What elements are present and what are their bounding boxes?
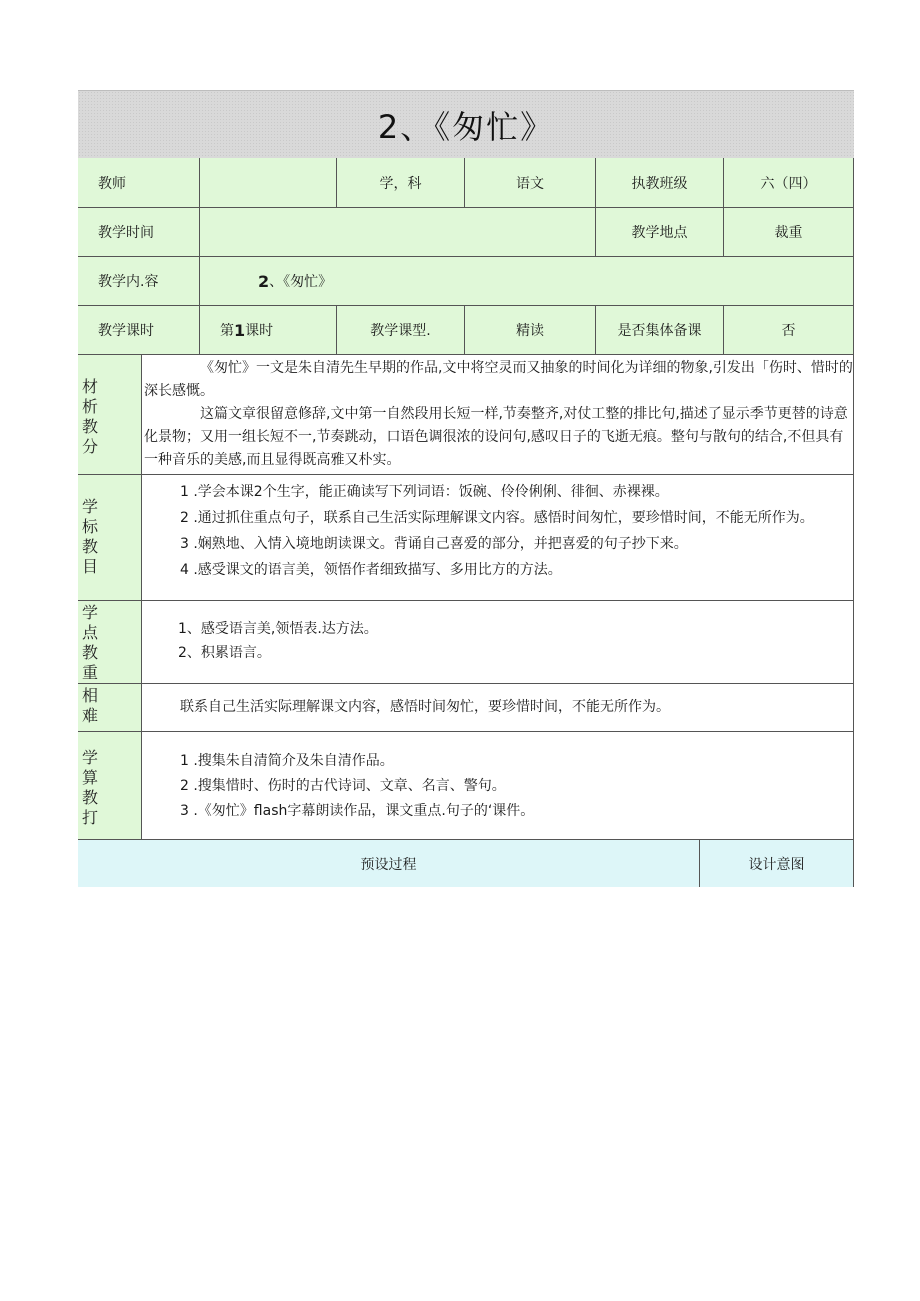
goals-label <box>78 475 142 601</box>
label-char: 难 <box>82 706 99 725</box>
label-char: 学 <box>82 748 99 767</box>
content-number: 2 <box>258 271 270 291</box>
hours-number: 1 <box>234 320 246 340</box>
subject-label: 学，科 <box>337 158 465 208</box>
page-title: 2、《匆忙》 <box>377 108 555 146</box>
group-value: 否 <box>724 306 854 355</box>
label-char: 材 <box>82 377 99 396</box>
hours-prefix: 第 <box>220 323 234 339</box>
intent-header: 设计意图 <box>700 840 854 887</box>
group-label: 是否集体备课 <box>596 306 724 355</box>
class-label: 执教班级 <box>596 158 724 208</box>
teacher-label: 教师 <box>78 158 200 208</box>
goal-3: 3 .娴熟地、入情入境地朗读课文。背诵自己喜爱的部分，并把喜爱的句子抄下来。 <box>180 536 688 552</box>
label-char: 教 <box>82 643 99 662</box>
label-char: 标 <box>82 517 99 536</box>
goal-2: 2 .通过抓住重点句子，联系自己生活实际理解课文内容。感悟时间匆忙，要珍惜时间，不能无所作为。 <box>180 510 814 526</box>
place-value: 裁重 <box>724 208 854 257</box>
place-label: 教学地点 <box>596 208 724 257</box>
content-value <box>200 257 854 306</box>
preparation-label <box>78 732 142 840</box>
key-point-2: 2、积累语言。 <box>178 645 271 661</box>
type-value: 精读 <box>465 306 596 355</box>
label-char: 点 <box>82 623 99 642</box>
class-value: 六（四） <box>724 158 854 208</box>
goal-4: 4 .感受课文的语言美，领悟作者细致描写、多用比方的方法。 <box>180 562 562 578</box>
goals-content <box>142 475 854 601</box>
process-header: 预设过程 <box>78 840 700 887</box>
content-label: 教学内.容 <box>78 257 200 306</box>
type-label: 教学课型. <box>337 306 465 355</box>
title-bar <box>78 90 854 159</box>
teacher-value <box>200 158 337 208</box>
analysis-paragraph-2: 这篇文章很留意修辞,文中第一自然段用长短一样,节奏整齐,对仗工整的排比句,描述了显示季节更替的诗意化景物；又用一组长短不一,节奏跳动，口语色调很浓的设问句,感叹日子的飞逝无痕。整句与散句的结合,不但具有一种音乐的美感,而且显得既高雅又朴实。 <box>144 406 848 468</box>
time-value <box>200 208 596 257</box>
difficulties-content <box>142 684 854 732</box>
hours-label: 教学课时 <box>78 306 200 355</box>
label-char: 教 <box>82 788 99 807</box>
key-point-1: 1、感受语言美,领悟表.达方法。 <box>178 621 378 637</box>
content-text: 、《匆忙》 <box>269 274 333 290</box>
key-points-label <box>78 601 142 684</box>
label-char: 重 <box>82 663 99 682</box>
label-char: 学 <box>82 603 99 622</box>
label-char: 学 <box>82 497 99 516</box>
label-char: 析 <box>82 397 99 416</box>
subject-value: 语文 <box>465 158 596 208</box>
label-char: 打 <box>82 808 99 827</box>
analysis-content <box>142 355 854 475</box>
analysis-label <box>78 355 142 475</box>
label-char: 教 <box>82 417 99 436</box>
label-char: 目 <box>82 557 99 576</box>
difficulty-1: 联系自己生活实际理解课文内容，感悟时间匆忙，要珍惜时间，不能无所作为。 <box>180 699 670 715</box>
label-char: 算 <box>82 768 99 787</box>
hours-value <box>200 306 337 355</box>
prep-2: 2 .搜集惜时、伤时的古代诗词、文章、名言、警句。 <box>180 778 506 794</box>
difficulties-label <box>78 684 142 732</box>
key-points-content <box>142 601 854 684</box>
hours-suffix: 课时 <box>245 323 274 339</box>
analysis-paragraph-1: 《匆忙》一文是朱自清先生早期的作品,文中将空灵而又抽象的时间化为详细的物象,引发出「伤时、惜时的深长感慨。 <box>144 360 853 399</box>
time-label: 教学时间 <box>78 208 200 257</box>
label-char: 相 <box>82 686 99 705</box>
prep-3: 3 .《匆忙》flash字幕朗读作品，课文重点.句子的‘课件。 <box>180 803 535 819</box>
label-char: 教 <box>82 537 99 556</box>
prep-1: 1 .搜集朱自清简介及朱自清作品。 <box>180 753 394 769</box>
label-char: 分 <box>82 437 99 456</box>
goal-1: 1 .学会本课2个生字，能正确读写下列词语：饭碗、伶伶俐俐、徘徊、赤裸裸。 <box>180 484 669 500</box>
preparation-content <box>142 732 854 840</box>
